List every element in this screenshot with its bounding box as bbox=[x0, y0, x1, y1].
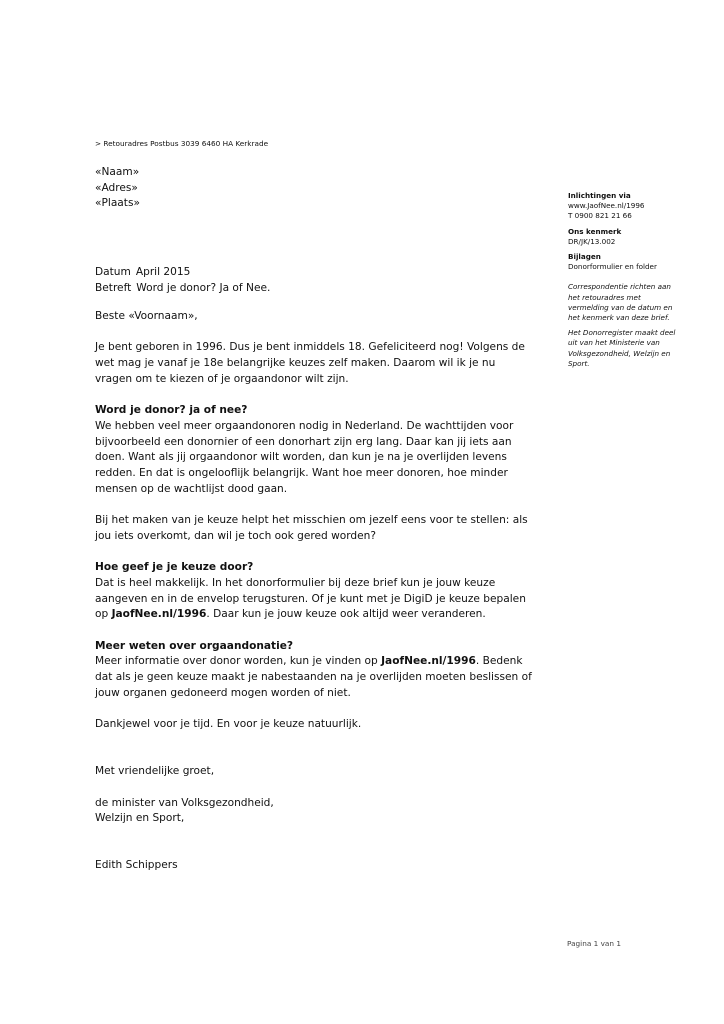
section-choice: Hoe geef je je keuze door? Dat is heel makkelijk. In het donorformulier bij deze brief kun je jouw keuze aangeven en in de envelop terugsturen. Of je kunt met je DigiD je keuze bepalen op JaofNee.nl/1996. Daar kun je jouw keuze ook altijd weer veranderen. bbox=[95, 560, 615, 623]
section-heading: Meer weten over orgaandonatie? bbox=[95, 639, 294, 652]
recipient-block bbox=[95, 165, 140, 212]
signatory: de minister van Volksgezondheid, Welzijn en Sport, bbox=[95, 796, 274, 825]
date-value: April 2015 bbox=[135, 266, 191, 278]
section-donor: Word je donor? ja of nee? We hebben veel meer orgaandonoren nodig in Nederland. De wachttijden voor bijvoorbeeld een donornier of een donorhart zijn erg lang. Daar kan jij iets aan doen. Want als jij orgaandonor wilt worden, dan kun je na je overlijden levens redden. En dat is ongelooflijk belangrijk. Want hoe meer donoren, hoe minder mensen op de wachtlijst dood gaan. bbox=[95, 403, 615, 497]
attachments-label: Bijlagen bbox=[568, 252, 601, 262]
signature: Edith Schippers bbox=[95, 859, 178, 872]
subject-value: Word je donor? Ja of Nee. bbox=[136, 282, 271, 294]
section-donor-followup: Bij het maken van je keuze helpt het misschien om jezelf eens voor te stellen: als jou iets overkomt, dan wil je toch ook gered worden? bbox=[95, 514, 528, 542]
letter-body bbox=[95, 309, 615, 874]
website-link: JaofNee.nl/1996 bbox=[381, 655, 476, 668]
info-url: www.JaofNee.nl/1996 bbox=[568, 201, 645, 211]
recipient-name: «Naam» bbox=[95, 166, 140, 178]
recipient-address: «Adres» bbox=[95, 181, 138, 194]
subject-line bbox=[95, 280, 270, 296]
page-number: Pagina 1 van 1 bbox=[567, 939, 621, 948]
section-more-info: Meer weten over orgaandonatie? Meer informatie over donor worden, kun je vinden op JaofNee.nl/1996. Bedenk dat als je geen keuze maakt je nabestaanden na je overlijden moeten beslissen of jouw organen gedoneerd mogen worden of niet. bbox=[95, 639, 615, 702]
date-label: Datum bbox=[95, 266, 131, 278]
info-phone: T 0900 821 21 66 bbox=[568, 211, 632, 221]
letter-meta bbox=[95, 264, 270, 296]
subject-label: Betreft bbox=[95, 282, 132, 294]
closing: Met vriendelijke groet, bbox=[95, 765, 215, 778]
thanks-paragraph: Dankjewel voor je tijd. En voor je keuze natuurlijk. bbox=[95, 718, 362, 731]
correspondence-note: Correspondentie richten aan het retouradres met vermelding van de datum en het kenmerk van deze brief. bbox=[568, 282, 673, 323]
section-heading: Word je donor? ja of nee? bbox=[95, 404, 248, 417]
recipient-place: «Plaats» bbox=[95, 197, 140, 209]
info-label: Inlichtingen via bbox=[568, 191, 631, 200]
salutation: Beste «Voornaam», bbox=[95, 310, 198, 322]
return-address: > Retouradres Postbus 3039 6460 HA Kerkrade bbox=[95, 139, 269, 148]
reference-value: DR/JK/13.002 bbox=[568, 236, 616, 246]
intro-paragraph: Je bent geboren in 1996. Dus je bent inmiddels 18. Gefeliciteerd nog! Volgens de wet mag je vanaf je 18e belangrijke keuzes zelf maken. Daarom wil ik je nu vragen om te kiezen of je orgaandonor wilt zijn. bbox=[95, 341, 525, 385]
reference-label: Ons kenmerk bbox=[568, 226, 622, 236]
website-link: JaofNee.nl/1996 bbox=[111, 608, 207, 621]
attachments-value: Donorformulier en folder bbox=[568, 262, 657, 272]
donorregister-note: Het Donorregister maakt deel uit van het Ministerie van Volksgezondheid, Welzijn en Sport. bbox=[568, 328, 676, 368]
section-heading: Hoe geef je je keuze door? bbox=[95, 561, 254, 574]
date-line bbox=[95, 264, 270, 280]
